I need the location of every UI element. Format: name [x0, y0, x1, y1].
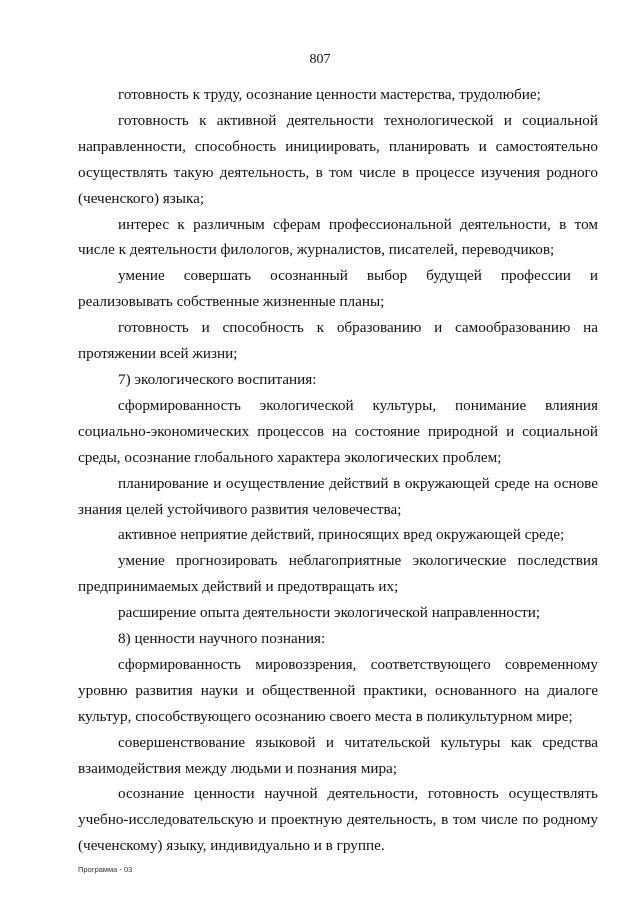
paragraph: планирование и осуществление действий в окружающей среде на основе знания целей устойчивого развития человечества; — [78, 474, 598, 518]
section-heading: 7) экологического воспитания: — [118, 370, 317, 388]
paragraph: готовность к активной деятельности технологической и социальной направленности, способность инициировать, планировать и самостоятельно осуществлять такую деятельность, в том числе в процессе изучения родного (чеченского) языка; — [78, 111, 598, 207]
paragraph: умение совершать осознанный выбор будущей профессии и реализовывать собственные жизненные планы; — [78, 267, 598, 311]
paragraph: активное неприятие действий, приносящих вред окружающей среде; — [118, 526, 565, 544]
page-number: 807 — [309, 52, 331, 67]
paragraph: готовность и способность к образованию и самообразованию на протяжении всей жизни; — [78, 319, 598, 363]
paragraph: осознание ценности научной деятельности, готовность осуществлять учебно-исследовательскую и проектную деятельность, в том числе по родному (чеченскому) языку, индивидуально и в группе. — [78, 785, 598, 855]
paragraph: интерес к различным сферам профессиональной деятельности, в том числе к деятельности филологов, журналистов, писателей, переводчиков; — [78, 215, 598, 259]
document-body — [78, 82, 598, 859]
paragraph: расширение опыта деятельности экологической направленности; — [118, 604, 541, 622]
paragraph: готовность к труду, осознание ценности мастерства, трудолюбие; — [118, 86, 541, 103]
paragraph: сформированность мировоззрения, соответствующего современному уровню развития науки и общественной практики, основанного на диалоге культур, способствующего осознанию своего места в поликультурном мире; — [78, 655, 598, 725]
paragraph: совершенствование языковой и читательской культуры как средства взаимодействия между людьми и познания мира; — [78, 733, 598, 777]
paragraph: сформированность экологической культуры, понимание влияния социально-экономических процессов на состояние природной и социальной среды, осознание глобального характера экологических проблем; — [78, 396, 598, 466]
page-footer: Программа - 03 — [78, 865, 133, 874]
section-heading: 8) ценности научного познания: — [118, 630, 326, 648]
paragraph: умение прогнозировать неблагоприятные экологические последствия предпринимаемых действий и предотвращать их; — [78, 552, 598, 596]
